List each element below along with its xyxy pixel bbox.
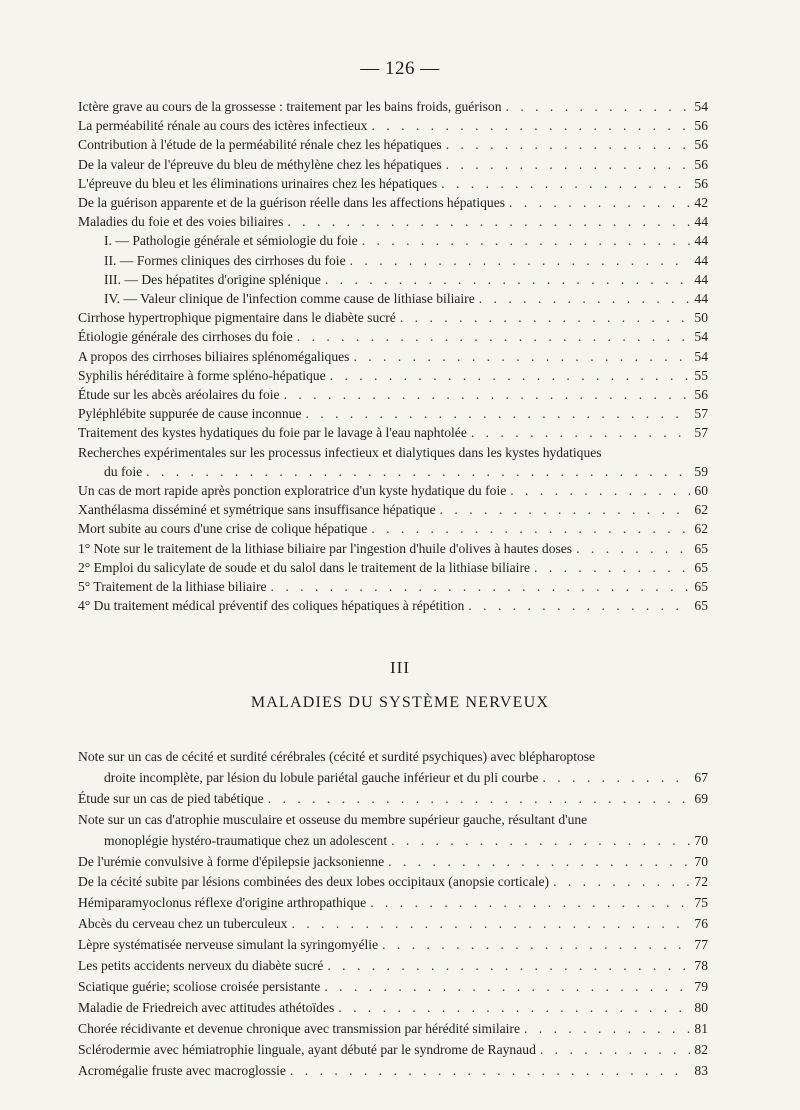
- toc-page-number: 56: [694, 387, 708, 403]
- toc-entry-title: Étude sur un cas de pied tabétique: [78, 790, 264, 806]
- toc-entry-title: 5° Traitement de la lithiase biliaire: [78, 579, 267, 595]
- toc-entry-continuation: monoplégie hystéro-traumatique chez un adolescent: [104, 832, 388, 848]
- dot-leader: [549, 872, 690, 893]
- toc-page-number: 57: [694, 406, 708, 422]
- dot-leader: [505, 193, 690, 212]
- dot-leader: [384, 852, 690, 873]
- toc-entry-title: De la guérison apparente et de la guérison réelle dans les affections hépatiques: [78, 195, 506, 211]
- toc-entry-title: III. — Des hépatites d'origine splénique: [104, 271, 321, 287]
- dot-leader: [378, 935, 690, 956]
- toc-entry: [78, 768, 708, 789]
- toc-entry-title: Sclérodermie avec hémiatrophie linguale, ayant débuté par le syndrome de Raynaud: [78, 1041, 536, 1057]
- toc-entry: [78, 935, 708, 956]
- toc-page-number: 60: [694, 483, 708, 499]
- toc-entry-title: Les petits accidents nerveux du diabète sucré: [78, 958, 324, 974]
- toc-entry-title: Abcès du cerveau chez un tuberculeux: [78, 916, 288, 932]
- toc-page-number: 72: [694, 874, 708, 890]
- dot-leader: [323, 956, 690, 977]
- toc-entry-title: Note sur un cas d'atrophie musculaire et osseuse du membre supérieur gauche, résultant d'une: [78, 811, 588, 827]
- toc-entry-title: Acromégalie fruste avec macroglossie: [78, 1062, 286, 1078]
- toc-page-number: 54: [694, 99, 708, 114]
- toc-page-number: 56: [694, 137, 708, 153]
- toc-entry-title: Étiologie générale des cirrhoses du foie: [78, 329, 293, 345]
- dot-leader: [264, 789, 690, 810]
- toc-page-number: 65: [694, 540, 708, 556]
- toc-entry: [78, 872, 708, 893]
- toc-entry: [78, 231, 708, 250]
- toc-page-number: 55: [694, 367, 708, 383]
- toc-nervous: [78, 747, 708, 1082]
- toc-page-number: 59: [694, 463, 708, 479]
- toc-entry-title: Hémiparamyoclonus réflexe d'origine arthropathique: [78, 895, 367, 911]
- dot-leader: [349, 347, 690, 366]
- dot-leader: [301, 404, 690, 423]
- toc-entry: [78, 1040, 708, 1061]
- toc-entry-title: De l'urémie convulsive à forme d'épilepsie jacksonienne: [78, 853, 385, 869]
- dot-leader: [572, 539, 690, 558]
- toc-entry: [78, 174, 708, 193]
- toc-entry-continuation: du foie: [104, 463, 143, 479]
- toc-entry-title: II. — Formes cliniques des cirrhoses du foie: [104, 252, 346, 268]
- toc-entry: [78, 893, 708, 914]
- toc-page-number: 81: [694, 1020, 708, 1036]
- toc-page-number: 44: [694, 233, 708, 249]
- toc-page-number: 67: [694, 769, 708, 785]
- toc-entry-title: Un cas de mort rapide après ponction exploratrice d'un kyste hydatique du foie: [78, 483, 507, 499]
- toc-entry: [78, 577, 708, 596]
- toc-page-number: 75: [694, 895, 708, 911]
- toc-entry: [78, 327, 708, 346]
- toc-entry-title: Maladies du foie et des voies biliaires: [78, 214, 284, 230]
- toc-entry: [78, 481, 708, 500]
- dot-leader: [267, 577, 690, 596]
- toc-entry: [78, 596, 708, 615]
- dot-leader: [475, 289, 690, 308]
- toc-page-number: 57: [694, 425, 708, 441]
- toc-entry-title: Syphilis héréditaire à forme spléno-hépatique: [78, 367, 326, 383]
- dot-leader: [437, 174, 690, 193]
- toc-page-number: 79: [694, 978, 708, 994]
- toc-entry: [78, 977, 708, 998]
- toc-entry: [78, 97, 708, 116]
- dot-leader: [293, 327, 690, 346]
- dot-leader: [520, 1019, 690, 1040]
- page-number: — 126 —: [360, 58, 440, 79]
- dot-leader: [142, 462, 690, 481]
- toc-entry: [78, 462, 708, 481]
- toc-page-number: 80: [694, 999, 708, 1015]
- toc-page-number: 65: [694, 579, 708, 595]
- toc-entry-title: Chorée récidivante et devenue chronique avec transmission par hérédité similaire: [78, 1020, 520, 1036]
- dot-leader: [538, 768, 690, 789]
- toc-entry: [78, 116, 708, 135]
- toc-entry: [78, 956, 708, 977]
- toc-entry-title: Mort subite au cours d'une crise de colique hépatique: [78, 521, 368, 537]
- dot-leader: [287, 914, 690, 935]
- dot-leader: [326, 366, 690, 385]
- toc-entry: [78, 914, 708, 935]
- toc-entry-title: Étude sur les abcès aréolaires du foie: [78, 387, 280, 403]
- toc-entry-title: Maladie de Friedreich avec attitudes athétoïdes: [78, 999, 335, 1015]
- toc-entry: [78, 251, 708, 270]
- toc-entry-title: A propos des cirrhoses biliaires splénomégaliques: [78, 348, 350, 364]
- toc-entry: [78, 423, 708, 442]
- toc-entry-title: Note sur un cas de cécité et surdité cérébrales (cécité et surdité psychiques) avec blépharoptose: [78, 749, 596, 764]
- dot-leader: [358, 231, 690, 250]
- toc-entry-title: Xanthélasma disséminé et symétrique sans insuffisance hépatique: [78, 502, 436, 518]
- dot-leader: [367, 116, 690, 135]
- dot-leader: [367, 519, 690, 538]
- toc-entry-first-line: [78, 443, 708, 462]
- toc-page-number: 65: [694, 559, 708, 575]
- toc-entry-title: 2° Emploi du salicylate de soude et du salol dans le traitement de la lithiase biliaire: [78, 559, 531, 575]
- toc-page-number: 44: [694, 214, 708, 230]
- section-title: MALADIES DU SYSTÈME NERVEUX: [250, 694, 550, 711]
- toc-entry-title: Cirrhose hypertrophique pigmentaire dans le diabète sucré: [78, 310, 396, 326]
- toc-entry-title: De la valeur de l'épreuve du bleu de méthylène chez les hépatiques: [78, 156, 442, 172]
- toc-entry: [78, 289, 708, 308]
- toc-page-number: 50: [694, 310, 708, 326]
- toc-entry: [78, 404, 708, 423]
- toc-entry: [78, 385, 708, 404]
- toc-page-number: 56: [694, 118, 708, 134]
- toc-entry: [78, 500, 708, 519]
- toc-entry: [78, 1019, 708, 1040]
- toc-page-number: 76: [694, 916, 708, 932]
- toc-hepatic: [78, 97, 708, 615]
- toc-page-number: 44: [694, 252, 708, 268]
- dot-leader: [283, 212, 690, 231]
- toc-entry: [78, 366, 708, 385]
- toc-entry: [78, 1061, 708, 1082]
- toc-entry-title: Pyléphlébite suppurée de cause inconnue: [78, 406, 302, 422]
- dot-leader: [320, 977, 690, 998]
- toc-entry: [78, 519, 708, 538]
- dot-leader: [502, 97, 690, 116]
- toc-page-number: 83: [694, 1062, 708, 1078]
- toc-entry: [78, 155, 708, 174]
- toc-entry-first-line: [78, 810, 708, 831]
- toc-entry-title: L'épreuve du bleu et les éliminations urinaires chez les hépatiques: [78, 175, 438, 191]
- toc-entry-title: Ictère grave au cours de la grossesse : traitement par les bains froids, guérison: [78, 99, 502, 114]
- dot-leader: [436, 500, 690, 519]
- dot-leader: [396, 308, 690, 327]
- toc-entry-title: Traitement des kystes hydatiques du foie par le lavage à l'eau naphtolée: [78, 425, 467, 441]
- dot-leader: [442, 135, 690, 154]
- toc-entry-title: Sciatique guérie; scoliose croisée persistante: [78, 978, 321, 994]
- dot-leader: [334, 998, 690, 1019]
- toc-page-number: 44: [694, 271, 708, 287]
- toc-entry-title: IV. — Valeur clinique de l'infection comme cause de lithiase biliaire: [104, 291, 475, 307]
- dot-leader: [346, 251, 690, 270]
- toc-entry: [78, 852, 708, 873]
- toc-page-number: 82: [694, 1041, 708, 1057]
- toc-entry-first-line: [78, 747, 708, 768]
- dot-leader: [464, 596, 690, 615]
- dot-leader: [506, 481, 690, 500]
- toc-entry: [78, 212, 708, 231]
- toc-entry-title: Contribution à l'étude de la perméabilité rénale chez les hépatiques: [78, 137, 442, 153]
- toc-entry-title: La perméabilité rénale au cours des ictères infectieux: [78, 118, 368, 134]
- dot-leader: [536, 1040, 690, 1061]
- section-number: III: [390, 658, 410, 677]
- toc-entry: [78, 308, 708, 327]
- toc-entry: [78, 135, 708, 154]
- toc-entry-title: Lèpre systématisée nerveuse simulant la syringomyélie: [78, 937, 379, 953]
- toc-page-number: 54: [694, 348, 708, 364]
- dot-leader: [467, 423, 690, 442]
- toc-entry: [78, 539, 708, 558]
- toc-page-number: 54: [694, 329, 708, 345]
- toc-page-number: 56: [694, 156, 708, 172]
- toc-entry: [78, 193, 708, 212]
- toc-entry: [78, 270, 708, 289]
- dot-leader: [366, 893, 690, 914]
- toc-entry-title: Recherches expérimentales sur les processus infectieux et dialytiques dans les kystes hydatiques: [78, 444, 602, 460]
- toc-entry: [78, 831, 708, 852]
- toc-entry: [78, 789, 708, 810]
- dot-leader: [321, 270, 690, 289]
- toc-page-number: 62: [694, 521, 708, 537]
- toc-entry-title: 1° Note sur le traitement de la lithiase biliaire par l'ingestion d'huile d'olives à hautes doses: [78, 540, 573, 556]
- toc-page-number: 70: [694, 853, 708, 869]
- dot-leader: [280, 385, 690, 404]
- toc-page-number: 42: [694, 195, 708, 211]
- toc-entry-title: De la cécité subite par lésions combinées des deux lobes occipitaux (anopsie corticale): [78, 874, 550, 890]
- toc-entry: [78, 558, 708, 577]
- toc-entry-title: I. — Pathologie générale et sémiologie du foie: [104, 233, 358, 249]
- dot-leader: [530, 558, 690, 577]
- dot-leader: [387, 831, 690, 852]
- toc-page-number: 62: [694, 502, 708, 518]
- dot-leader: [286, 1061, 690, 1082]
- dot-leader: [442, 155, 690, 174]
- toc-page-number: 77: [694, 937, 708, 953]
- toc-entry: [78, 998, 708, 1019]
- toc-page-number: 44: [694, 291, 708, 307]
- toc-page-number: 65: [694, 598, 708, 614]
- toc-page-number: 78: [694, 958, 708, 974]
- toc-entry: [78, 347, 708, 366]
- toc-page-number: 70: [694, 832, 708, 848]
- toc-page-number: 69: [694, 790, 708, 806]
- toc-entry-title: 4° Du traitement médical préventif des coliques hépatiques à répétition: [78, 598, 465, 614]
- toc-entry-continuation: droite incomplète, par lésion du lobule pariétal gauche inférieur et du pli courbe: [104, 769, 539, 785]
- toc-page-number: 56: [694, 175, 708, 191]
